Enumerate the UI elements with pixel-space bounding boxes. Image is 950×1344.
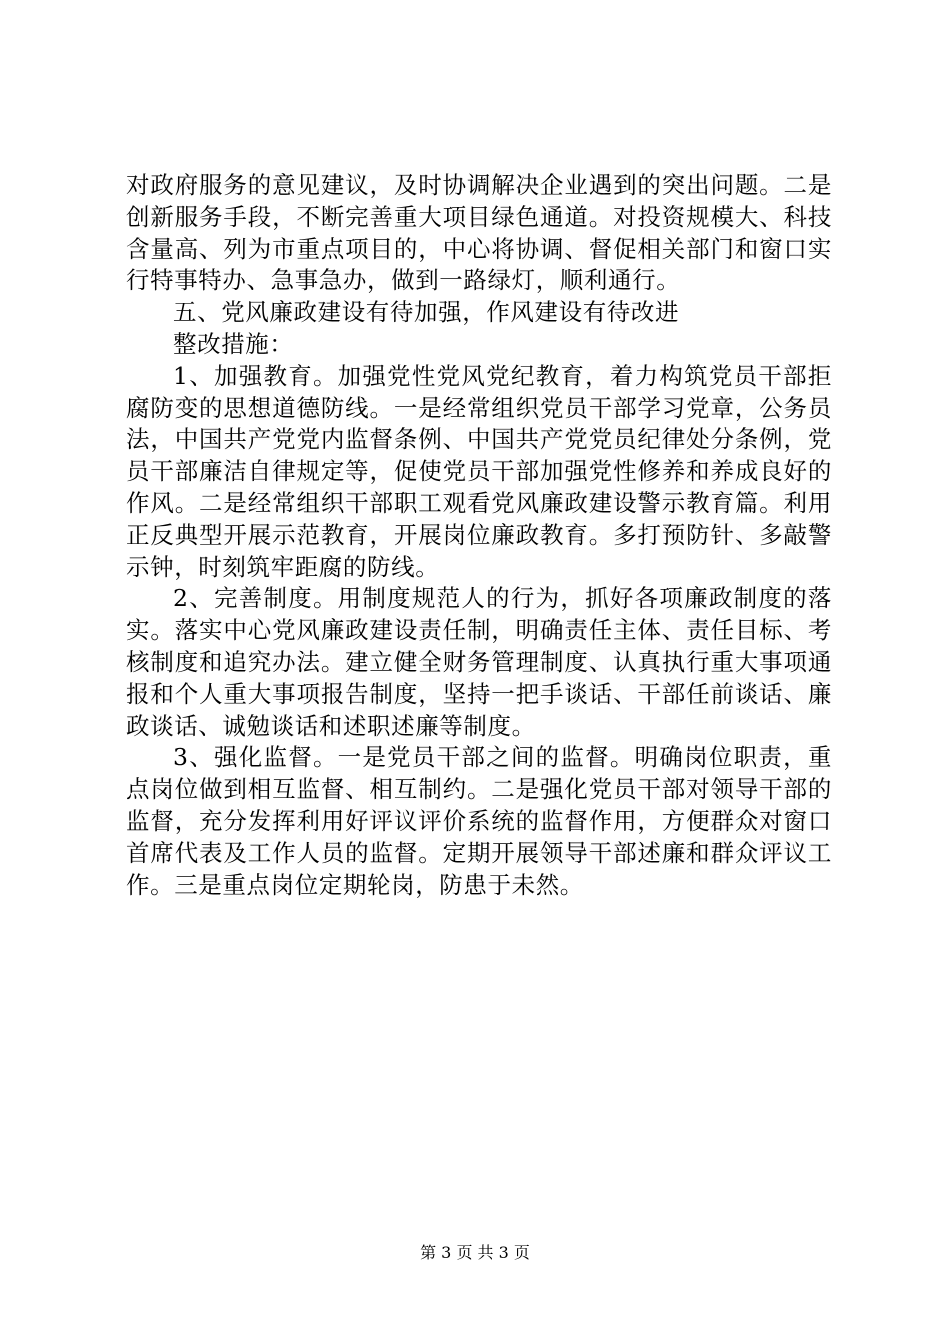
section-heading: 五、党风廉政建设有待加强，作风建设有待改进	[173, 298, 680, 327]
paragraph-education: 1、加强教育。加强党性党风党纪教育，着力构筑党员干部拒腐防变的思想道德防线。一是经常组织党员干部学习党章，公务员法，中国共产党党内监督条例、中国共产党党员纪律处分条例，党员干部廉洁自律规定等，促使党员干部加强党性修养和养成良好的作风。二是经常组织干部职工观看党风廉政建设警示教育篇。利用正反典型开展示范教育，开展岗位廉政教育。多打预防针、多敲警示钟，时刻筑牢距腐的防线。	[126, 361, 832, 581]
paragraph-supervision: 3、强化监督。一是党员干部之间的监督。明确岗位职责，重点岗位做到相互监督、相互制约。二是强化党员干部对领导干部的监督，充分发挥利用好评议评价系统的监督作用，方便群众对窗口首席代表及工作人员的监督。定期开展领导干部述廉和群众评议工作。三是重点岗位定期轮岗，防患于未然。	[126, 743, 832, 899]
document-body	[126, 170, 832, 901]
paragraph-continuation: 对政府服务的意见建议，及时协调解决企业遇到的突出问题。二是创新服务手段，不断完善重大项目绿色通道。对投资规模大、科技含量高、列为市重点项目的，中心将协调、督促相关部门和窗口实行特事特办、急事急办，做到一路绿灯，顺利通行。	[126, 171, 832, 295]
page-footer: 第 3 页 共 3 页	[420, 1243, 530, 1262]
paragraph-system: 2、完善制度。用制度规范人的行为，抓好各项廉政制度的落实。落实中心党风廉政建设责任制，明确责任主体、责任目标、考核制度和追究办法。建立健全财务管理制度、认真执行重大事项通报和个人重大事项报告制度，坚持一把手谈话、干部任前谈话、廉政谈话、诚勉谈话和述职述廉等制度。	[126, 584, 832, 740]
measures-label: 整改措施：	[173, 329, 294, 358]
